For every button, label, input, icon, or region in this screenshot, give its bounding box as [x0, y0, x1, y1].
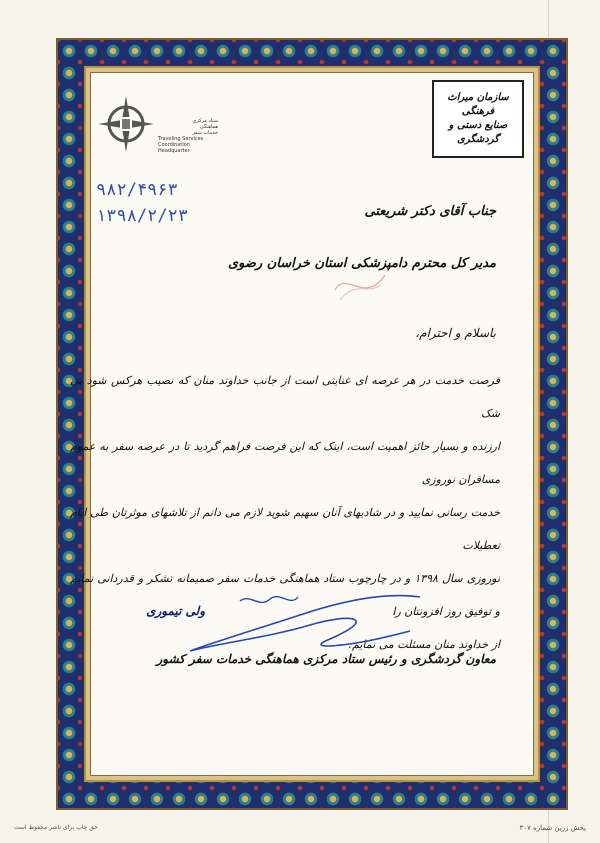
greeting: باسلام و احترام،	[415, 326, 496, 340]
logo-line: Coordination	[158, 142, 190, 148]
paragraph-line: خدمت رسانی نمایید و در شادیهای آنان سهیم شوید لازم می دانم از تلاشهای موثرتان طی ایام تعطیلات	[70, 506, 500, 552]
logo-line: ستاد مرکزی	[192, 118, 218, 124]
footer-copyright: حق چاپ برای ناشر محفوظ است	[14, 824, 98, 831]
paragraph-line: ارزنده و بسیار حائز اهمیت است، اینک که این فرصت فراهم گردید تا در عرصه سفر به عموم مسافران نوروزی	[70, 440, 500, 486]
paragraph-line: از خداوند منان مسئلت می نمایم.	[348, 638, 500, 651]
paragraph-line: نوروزی سال ۱۳۹۸ و در چارچوب ستاد هماهنگی خدمات سفر صمیمانه تشکر و قدردانی نمایم و توفیق روز افزونتان را	[70, 572, 501, 618]
addressee-name: جناب آقای دکتر شریعتی	[364, 204, 496, 219]
logo-line: خدمات سفر	[192, 130, 218, 136]
faint-stamp-mark	[330, 260, 390, 310]
compass-star-icon	[96, 94, 156, 154]
logo-line: هماهنگی	[199, 124, 218, 130]
heritage-organization-logo	[432, 80, 524, 158]
addressee-title: مدیر کل محترم دامپزشکی استان خراسان رضوی	[228, 256, 496, 271]
logo-line: صنایع دستی و گردشگری	[448, 120, 508, 145]
logo-line: Headquarter	[158, 148, 190, 154]
logo-line: Traveling Services	[158, 136, 204, 142]
logo-caption	[158, 118, 218, 154]
signer-title: معاون گردشگری و رئیس ستاد مرکزی هماهنگی خدمات سفر کشور	[156, 652, 496, 666]
paragraph-line: فرصت خدمت در هر عرصه ای عنایتی است از جانب خداوند منان که نصیب هرکس شود بی شک	[70, 374, 500, 420]
footer-publisher: پخش زرین شماره ۳۰۷	[519, 824, 586, 832]
letter-date: ۱۳۹۸/۲/۲۳	[96, 206, 189, 226]
travel-services-logo	[96, 90, 218, 160]
signer-name: ولی تیموری	[146, 604, 205, 618]
logo-line: سازمان میراث فرهنگی	[447, 92, 509, 117]
letter-number: ۹۸۲/۴۹۶۳	[96, 180, 178, 200]
